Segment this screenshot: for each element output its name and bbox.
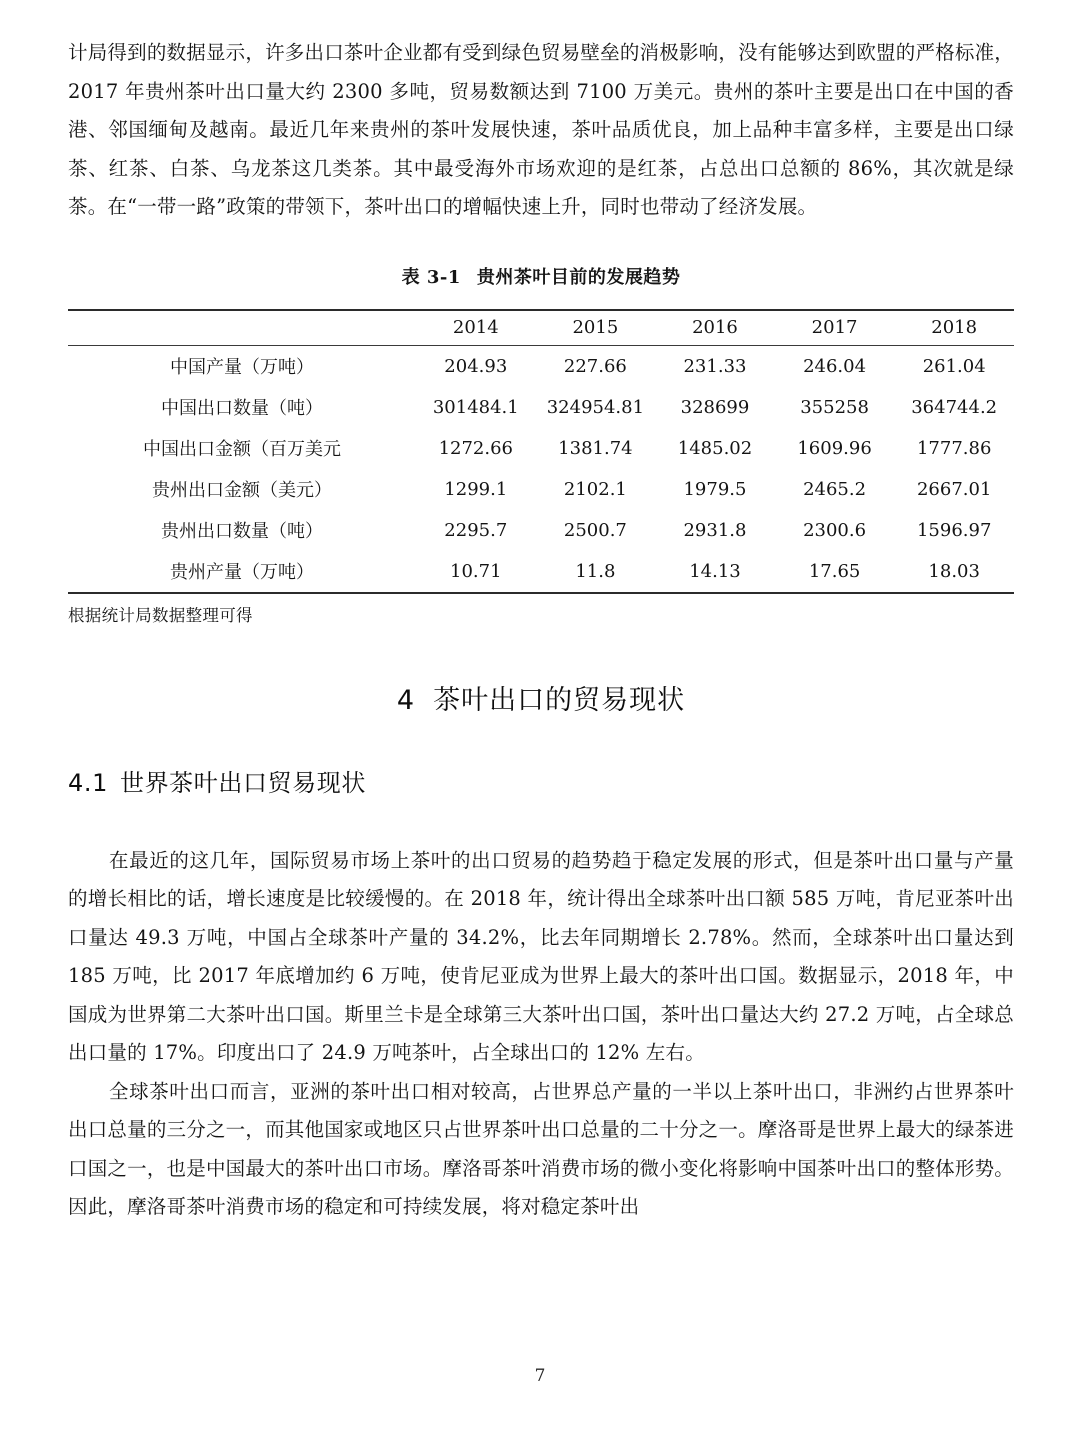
cell-guizhou-export-value-2015: 2102.1 <box>563 478 627 500</box>
cell-china-output-2015: 227.66 <box>563 355 627 377</box>
cell-guizhou-export-volume-2014: 2295.7 <box>444 519 508 541</box>
chapter-heading-number: 4 <box>396 684 416 716</box>
page-content <box>68 34 1014 1227</box>
spacer-before-table-caption <box>68 227 1014 263</box>
cell-china-export-value-2016: 1485.02 <box>677 437 753 459</box>
table-caption <box>68 263 1014 289</box>
cell-china-export-value-2014: 1272.66 <box>438 437 514 459</box>
body-paragraph-1: 在最近的这几年，国际贸易市场上茶叶的出口贸易的趋势趋于稳定发展的形式，但是茶叶出口量与产量的增长相比的话，增长速度是比较缓慢的。在 2018 年，统计得出全球茶叶出口额 585 万吨，肯尼亚茶叶出口量达 49.3 万吨，中国占全球茶叶产量的 34.2%，比去年同期增长 2.78%。然而，全球茶叶出口量达到 185 万吨，比 2017 年底增加约 6 万吨，使肯尼亚成为世界上最大的茶叶出口国。数据显示，2018 年，中国成为世界第二大茶叶出口国。斯里兰卡是全球第三大茶叶出口国，茶叶出口量达大约 27.2 万吨，占全球总出口量的 17%。印度出口了 24.9 万吨茶叶，占全球出口的 12% 左右。 <box>68 848 1014 1064</box>
row-label-china-export-volume: 中国出口数量（吨） <box>161 398 323 419</box>
table-header-2014: 2014 <box>416 310 536 346</box>
body-paragraph-2: 全球茶叶出口而言，亚洲的茶叶出口相对较高，占世界总产量的一半以上茶叶出口，非洲约占世界茶叶出口总量的三分之一，而其他国家或地区只占世界茶叶出口总量的二十分之一。摩洛哥是世界上最大的绿茶进口国之一，也是中国最大的茶叶出口市场。摩洛哥茶叶消费市场的微小变化将影响中国茶叶出口的整体形势。因此，摩洛哥茶叶消费市场的稳定和可持续发展，将对稳定茶叶出 <box>68 1079 1014 1218</box>
spacer-after-table-note <box>68 626 1014 678</box>
table-header-blank <box>68 310 416 346</box>
cell-guizhou-output-2014: 10.71 <box>416 551 536 593</box>
table-header <box>68 310 1014 346</box>
cell-guizhou-output-2018: 18.03 <box>894 551 1014 593</box>
cell-china-export-value-2015: 1381.74 <box>558 437 633 459</box>
section-heading-number: 4.1 <box>68 768 108 797</box>
cell-china-export-volume-2014: 301484.1 <box>432 396 519 418</box>
cell-china-output-2014: 204.93 <box>444 355 508 377</box>
table-header-2016: 2016 <box>655 310 775 346</box>
table-row <box>68 387 1014 428</box>
cell-china-export-volume-2017: 355258 <box>800 396 869 418</box>
page-number: 7 <box>534 1366 546 1386</box>
table-row <box>68 469 1014 510</box>
cell-guizhou-export-volume-2017: 2300.6 <box>803 519 867 541</box>
spacer-after-chapter-heading <box>68 717 1014 763</box>
table-row <box>68 345 1014 387</box>
table-row <box>68 510 1014 551</box>
cell-guizhou-export-value-2014: 1299.1 <box>444 478 508 500</box>
table-body <box>68 345 1014 593</box>
table-row <box>68 428 1014 469</box>
guizhou-tea-trend-table <box>68 309 1014 594</box>
cell-china-output-2018: 261.04 <box>922 355 986 377</box>
table-header-row <box>68 310 1014 346</box>
table-header-2018: 2018 <box>894 310 1014 346</box>
section-heading <box>68 763 1014 798</box>
intro-paragraph: 计局得到的数据显示，许多出口茶叶企业都有受到绿色贸易壁垒的消极影响，没有能够达到欧盟的严格标准，2017 年贵州茶叶出口量大约 2300 多吨，贸易数额达到 7100 万美元。贵州的茶叶主要是出口在中国的香港、邻国缅甸及越南。最近几年来贵州的茶叶发展快速，茶叶品质优良，加上品种丰富多样，主要是出口绿茶、红茶、白茶、乌龙茶这几类茶。其中最受海外市场欢迎的是红茶，占总出口总额的 86%，其次就是绿茶。在“一带一路”政策的带领下，茶叶出口的增幅快速上升，同时也带动了经济发展。 <box>68 41 1014 218</box>
table-caption-label: 表 3-1 <box>401 266 461 288</box>
chapter-heading <box>68 678 1014 717</box>
cell-guizhou-export-value-2016: 1979.5 <box>683 478 747 500</box>
row-label-china-export-value: 中国出口金额（百万美元 <box>143 439 341 460</box>
cell-china-export-volume-2016: 328699 <box>680 396 750 418</box>
section-heading-title: 世界茶叶出口贸易现状 <box>119 768 366 797</box>
cell-guizhou-output-2016: 14.13 <box>655 551 775 593</box>
spacer-after-section-heading <box>68 798 1014 842</box>
cell-guizhou-export-volume-2018: 1596.97 <box>916 519 992 541</box>
row-label-guizhou-export-value: 贵州出口金额（美元） <box>152 480 332 501</box>
table-row <box>68 551 1014 593</box>
cell-china-export-value-2017: 1609.96 <box>797 437 872 459</box>
row-label-china-output: 中国产量（万吨） <box>170 357 314 378</box>
cell-china-export-volume-2015: 324954.81 <box>546 396 645 418</box>
table-source-note: 根据统计局数据整理可得 <box>68 605 253 625</box>
table-container <box>68 309 1014 594</box>
row-label-guizhou-output: 贵州产量（万吨） <box>68 551 416 593</box>
cell-guizhou-output-2015: 11.8 <box>536 551 656 593</box>
row-label-guizhou-export-volume: 贵州出口数量（吨） <box>161 521 323 542</box>
cell-china-export-volume-2018: 364744.2 <box>911 396 998 418</box>
cell-guizhou-export-value-2018: 2667.01 <box>916 478 992 500</box>
table-caption-title: 贵州茶叶目前的发展趋势 <box>476 266 681 288</box>
cell-guizhou-export-value-2017: 2465.2 <box>803 478 867 500</box>
cell-guizhou-export-volume-2015: 2500.7 <box>563 519 627 541</box>
chapter-heading-title: 茶叶出口的贸易现状 <box>433 684 686 716</box>
cell-china-output-2016: 231.33 <box>683 355 747 377</box>
cell-guizhou-export-volume-2016: 2931.8 <box>683 519 747 541</box>
table-header-2015: 2015 <box>536 310 656 346</box>
cell-china-export-value-2018: 1777.86 <box>916 437 992 459</box>
cell-china-output-2017: 246.04 <box>803 355 867 377</box>
cell-guizhou-output-2017: 17.65 <box>775 551 895 593</box>
table-header-2017: 2017 <box>775 310 895 346</box>
